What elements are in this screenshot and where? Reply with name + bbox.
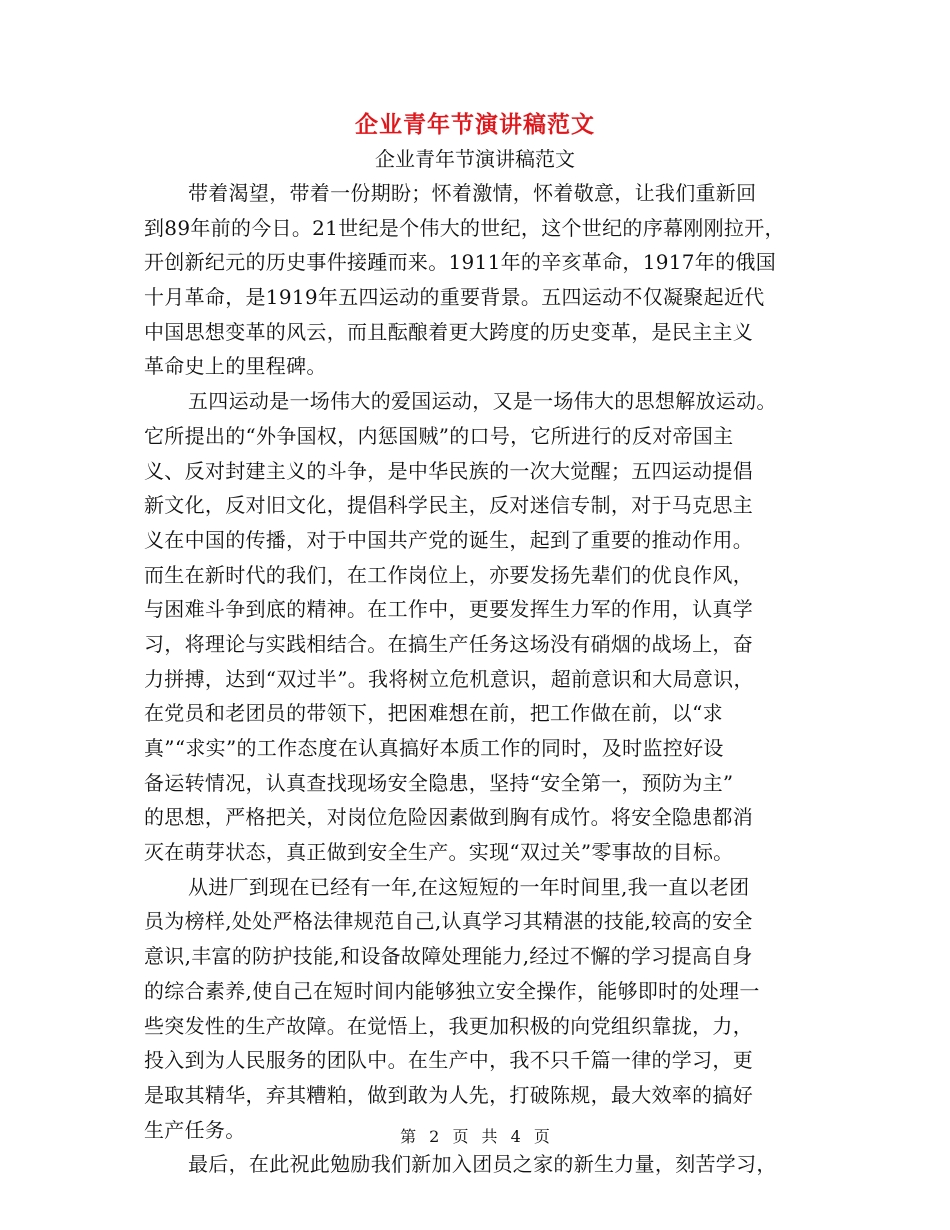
paragraph-first-line: 从进厂到现在已经有一年,在这短短的一年时间里,我一直以老团 <box>188 874 750 899</box>
body-text-line: 中国思想变革的风云，而且酝酿着更大跨度的历史变革，是民主主义 <box>144 319 753 344</box>
body-text-line: 革命史上的里程碑。 <box>144 354 327 379</box>
page-footer: 第 2 页 共 4 页 <box>400 1127 550 1146</box>
document-body <box>0 176 950 1182</box>
paragraph-first-line: 五四运动是一场伟大的爱国运动，又是一场伟大的思想解放运动。 <box>188 389 777 414</box>
body-text-line: 它所提出的“外争国权，内惩国贼”的口号，它所进行的反对帝国主 <box>144 423 734 448</box>
body-text-line: 生产任务。 <box>144 1117 246 1142</box>
body-text-line: 与困难斗争到底的精神。在工作中，更要发挥生力军的作用，认真学 <box>144 597 753 622</box>
body-text-line: 而生在新时代的我们，在工作岗位上，亦要发扬先辈们的优良作风， <box>144 562 753 587</box>
body-text-line: 开创新纪元的历史事件接踵而来。1911年的辛亥革命，1917年的俄国 <box>144 250 776 275</box>
body-text-line: 的思想，严格把关，对岗位危险因素做到胸有成竹。将安全隐患都消 <box>144 805 753 830</box>
paragraph-first-line: 带着渴望，带着一份期盼；怀着激情，怀着敬意，让我们重新回 <box>188 181 757 205</box>
body-text-line: 意识,丰富的防护技能,和设备故障处理能力,经过不懈的学习提高自身 <box>144 944 753 969</box>
body-text-line: 的综合素养,使自己在短时间内能够独立安全操作，能够即时的处理一 <box>144 978 760 1003</box>
body-text-line: 些突发性的生产故障。在觉悟上，我更加积极的向党组织靠拢，力， <box>144 1013 753 1038</box>
body-text-line: 真”“求实”的工作态度在认真搞好本质工作的同时，及时监控好设 <box>144 736 724 760</box>
body-text-line: 义在中国的传播，对于中国共产党的诞生，起到了重要的推动作用。 <box>144 527 753 552</box>
body-text-line: 到89年前的今日。21世纪是个伟大的世纪，这个世纪的序幕刚刚拉开， <box>144 215 785 240</box>
document-title: 企业青年节演讲稿范文 <box>355 111 595 138</box>
body-text-line: 是取其精华，弃其糟粕，做到敢为人先，打破陈规，最大效率的搞好 <box>144 1082 753 1107</box>
body-text-line: 灭在萌芽状态，真正做到安全生产。实现“双过关”零事故的目标。 <box>144 840 734 865</box>
body-text-line: 投入到为人民服务的团队中。在生产中，我不只千篇一律的学习，更 <box>144 1048 753 1073</box>
document-subtitle: 企业青年节演讲稿范文 <box>375 147 575 171</box>
body-text-line: 十月革命，是1919年五四运动的重要背景。五四运动不仅凝聚起近代 <box>144 285 765 310</box>
body-text-line: 义、反对封建主义的斗争，是中华民族的一次大觉醒；五四运动提倡 <box>144 458 753 483</box>
body-text-line: 员为榜样,处处严格法律规范自己,认真学习其精湛的技能,较高的安全 <box>144 909 753 934</box>
body-text-line: 新文化，反对旧文化，提倡科学民主，反对迷信专制，对于马克思主 <box>144 493 753 518</box>
body-text-line: 备运转情况，认真查找现场安全隐患，坚持“安全第一，预防为主” <box>144 770 734 795</box>
body-text-line: 习，将理论与实践相结合。在搞生产任务这场没有硝烟的战场上，奋 <box>144 631 753 656</box>
body-text-line: 力拼搏，达到“双过半”。我将树立危机意识，超前意识和大局意识， <box>144 666 754 691</box>
body-text-line: 在党员和老团员的带领下，把困难想在前，把工作做在前，以“求 <box>144 701 723 726</box>
paragraph-first-line: 最后，在此祝此勉励我们新加入团员之家的新生力量，刻苦学习， <box>188 1152 777 1177</box>
